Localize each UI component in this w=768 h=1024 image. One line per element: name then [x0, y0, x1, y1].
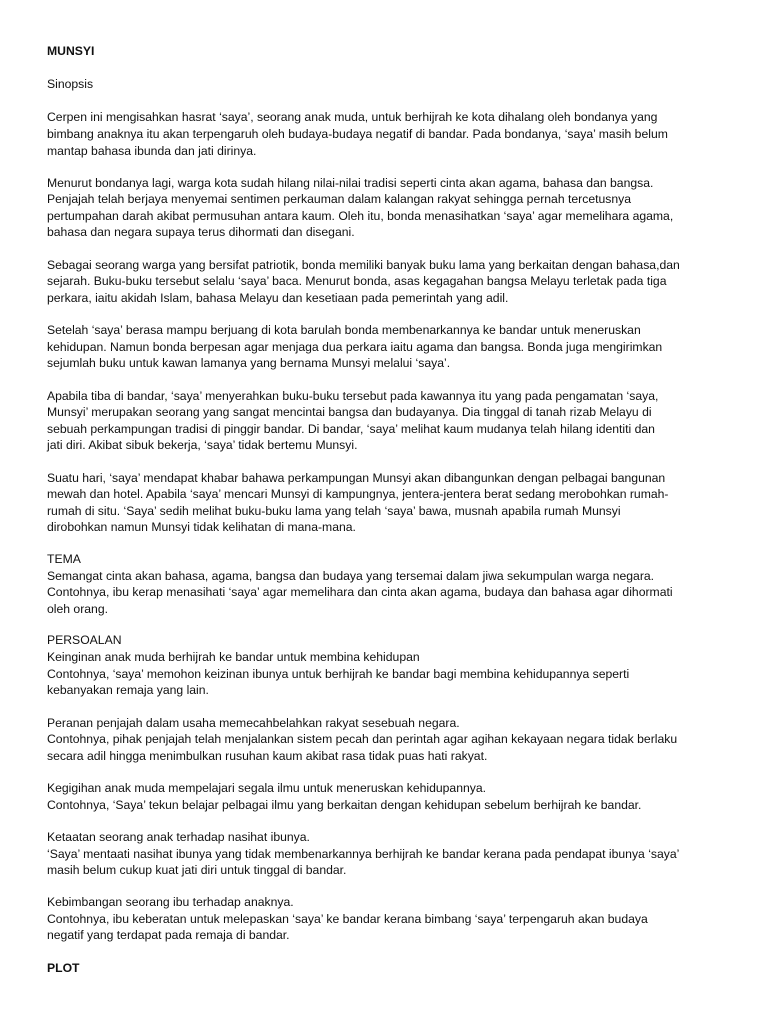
text-line: Contohnya, ibu kerap menasihati ‘saya’ agar memelihara dan cinta akan agama, budaya dan bahasa agar dihormati: [47, 585, 673, 599]
text-line: rumah di situ. ‘Saya’ sedih melihat buku-buku lama yang telah ‘saya’ bawa, musnah apabila rumah Munsyi: [47, 504, 621, 518]
text-line: sejumlah buku untuk kawan lamanya yang bernama Munsyi melalui ‘saya’.: [47, 356, 451, 370]
text-line: Contohnya, ‘Saya’ tekun belajar pelbagai ilmu yang berkaitan dengan kehidupan sebelum berhijrah ke bandar.: [47, 798, 642, 812]
text-line: Kegigihan anak muda mempelajari segala ilmu untuk meneruskan kehidupannya.: [47, 781, 487, 795]
text-line: Munsyi’ merupakan seorang yang sangat mencintai bangsa dan budayanya. Dia tinggal di tanah rizab Melayu di: [47, 405, 652, 419]
text-line: jati diri. Akibat sibuk bekerja, ‘saya’ tidak bertemu Munsyi.: [47, 438, 358, 452]
text-line: Peranan penjajah dalam usaha memecahbelahkan rakyat sesebuah negara.: [47, 716, 460, 730]
sinopsis-heading: Sinopsis: [47, 77, 94, 91]
text-line: kehidupan. Namun bonda berpesan agar menjaga dua perkara iaitu agama dan bangsa. Bonda juga mengirimkan: [47, 340, 663, 354]
text-line: masih belum cukup kuat jati diri untuk tinggal di bandar.: [47, 863, 347, 877]
text-line: Keinginan anak muda berhijrah ke bandar untuk membina kehidupan: [47, 650, 420, 664]
text-line: mewah dan hotel. Apabila ‘saya’ mencari Munsyi di kampungnya, jentera-jentera berat sedang merobohkan rumah-: [47, 487, 669, 501]
text-line: bimbang anaknya itu akan terpengaruh oleh budaya-budaya negatif di bandar. Pada bondanya, ‘saya’ masih belum: [47, 127, 668, 141]
text-line: dirobohkan namun Munsyi tidak kelihatan di mana-mana.: [47, 520, 356, 534]
text-line: Contohnya, pihak penjajah telah menjalankan sistem pecah dan perintah agar agihan kekayaan negara tidak berlaku: [47, 732, 678, 746]
text-line: mantap bahasa ibunda dan jati dirinya.: [47, 144, 257, 158]
text-line: ‘Saya’ mentaati nasihat ibunya yang tidak membenarkannya berhijrah ke bandar kerana pada pendapat ibunya ‘saya’: [47, 847, 680, 861]
text-line: Setelah ‘saya’ berasa mampu berjuang di kota barulah bonda membenarkannya ke bandar untuk meneruskan: [47, 323, 641, 337]
text-line: negatif yang terdapat pada remaja di bandar.: [47, 928, 290, 942]
text-line: bahasa dan negara supaya terus dihormati dan disegani.: [47, 225, 355, 239]
plot-heading: PLOT: [47, 961, 80, 975]
text-line: pertumpahan darah akibat permusuhan antara kaum. Oleh itu, bonda menasihatkan ‘saya’ agar memelihara agama,: [47, 209, 674, 223]
text-line: Suatu hari, ‘saya’ mendapat khabar bahawa perkampungan Munsyi akan dibangunkan dengan pelbagai bangunan: [47, 471, 666, 485]
text-line: sejarah. Buku-buku tersebut selalu ‘saya’ baca. Menurut bonda, asas kegagahan bangsa Melayu terletak pada tiga: [47, 274, 667, 288]
persoalan-heading: PERSOALAN: [47, 633, 122, 647]
text-line: Apabila tiba di bandar, ‘saya’ menyerahkan buku-buku tersebut pada kawannya itu yang pada pengamatan ‘saya,: [47, 389, 659, 403]
text-line: sebuah perkampungan tradisi di pinggir bandar. Di bandar, ‘saya’ melihat kaum mudanya telah hilang identiti dan: [47, 422, 655, 436]
tema-heading: TEMA: [47, 552, 81, 566]
text-line: Kebimbangan seorang ibu terhadap anaknya.: [47, 895, 294, 909]
text-line: Menurut bondanya lagi, warga kota sudah hilang nilai-nilai tradisi seperti cinta akan agama, bahasa dan bangsa.: [47, 176, 654, 190]
text-line: secara adil hingga menimbulkan rusuhan kaum akibat rasa tidak puas hati rakyat.: [47, 749, 488, 763]
text-line: Sebagai seorang warga yang bersifat patriotik, bonda memiliki banyak buku lama yang berkaitan dengan bahasa,dan: [47, 258, 680, 272]
text-line: perkara, iaitu akidah Islam, bahasa Melayu dan kesetiaan pada pemerintah yang adil.: [47, 291, 509, 305]
text-line: Semangat cinta akan bahasa, agama, bangsa dan budaya yang tersemai dalam jiwa sekumpulan warga negara.: [47, 569, 655, 583]
document-title: MUNSYI: [47, 44, 95, 58]
text-line: oleh orang.: [47, 602, 108, 616]
text-line: Penjajah telah berjaya menyemai sentimen perkauman dalam kalangan rakyat sehingga pernah tercetusnya: [47, 192, 632, 206]
text-line: Cerpen ini mengisahkan hasrat ‘saya’, seorang anak muda, untuk berhijrah ke kota dihalang oleh bondanya yang: [47, 110, 658, 124]
text-line: Ketaatan seorang anak terhadap nasihat ibunya.: [47, 830, 310, 844]
text-line: kebanyakan remaja yang lain.: [47, 683, 209, 697]
text-line: Contohnya, ‘saya’ memohon keizinan ibunya untuk berhijrah ke bandar bagi membina kehidupannya seperti: [47, 667, 630, 681]
text-line: Contohnya, ibu keberatan untuk melepaskan ‘saya’ ke bandar kerana bimbang ‘saya’ terpengaruh akan budaya: [47, 912, 648, 926]
